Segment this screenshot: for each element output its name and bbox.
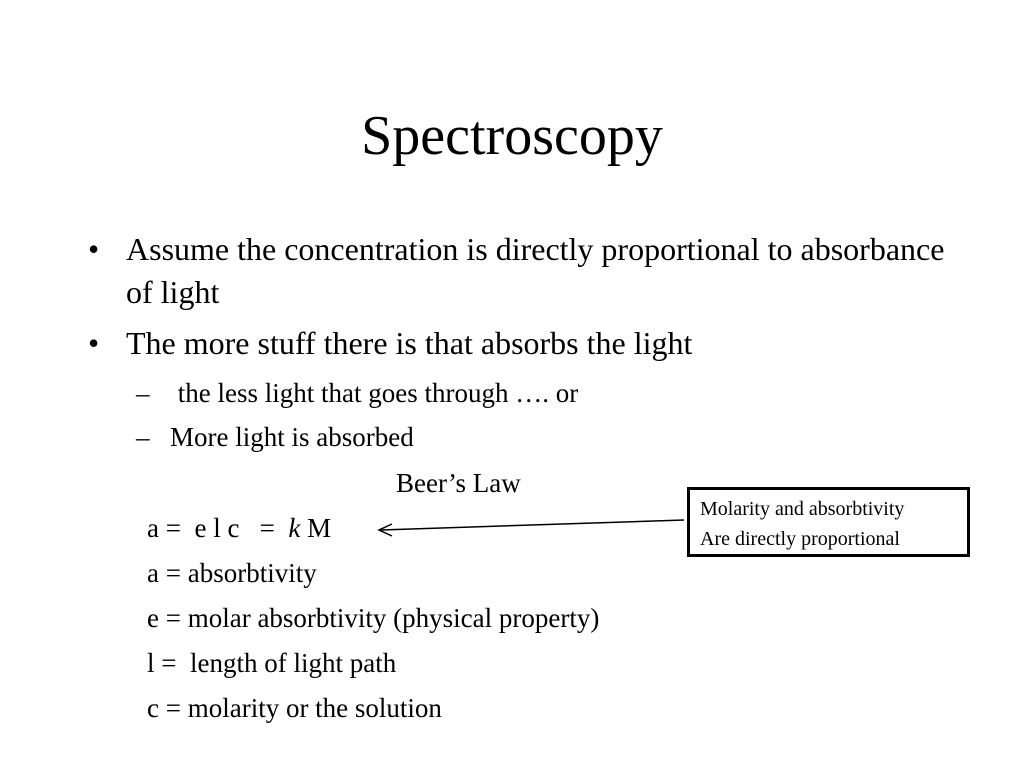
arrow-line: [380, 520, 684, 530]
slide-title: Spectroscopy: [361, 105, 663, 167]
definition-l: l = length of light path: [147, 648, 397, 678]
equation-suffix: M: [300, 513, 332, 543]
sub-bullet-text: the less light that goes through …. or: [171, 378, 579, 408]
bullet-item: [88, 228, 948, 314]
callout-line-2: Are directly proportional: [700, 528, 900, 550]
sub-bullet-marker: –: [136, 378, 150, 408]
bullet-marker: •: [88, 231, 100, 267]
bullet-item: [88, 322, 948, 365]
definition-a: a = absorbtivity: [147, 558, 317, 588]
sub-bullet-marker: –: [136, 422, 150, 452]
callout-box: [687, 487, 970, 557]
bullet-marker: •: [88, 325, 100, 361]
bullet-text: Assume the concentration is directly proportional to absorbance of light: [126, 231, 945, 310]
sub-bullet-item: [136, 375, 578, 411]
sub-bullet-item: [136, 419, 414, 455]
bullet-text: The more stuff there is that absorbs the light: [126, 325, 693, 361]
arrow-head-icon: [379, 524, 392, 536]
definition-e: e = molar absorbtivity (physical property): [147, 603, 600, 633]
law-title: Beer’s Law: [396, 468, 521, 498]
equation: [147, 510, 331, 546]
equation-constant: k: [288, 513, 301, 543]
callout-line-1: Molarity and absorbtivity: [700, 498, 905, 520]
sub-bullet-text: More light is absorbed: [170, 422, 414, 452]
definition-c: c = molarity or the solution: [147, 693, 442, 723]
equation-prefix: a = e l c =: [147, 513, 289, 543]
